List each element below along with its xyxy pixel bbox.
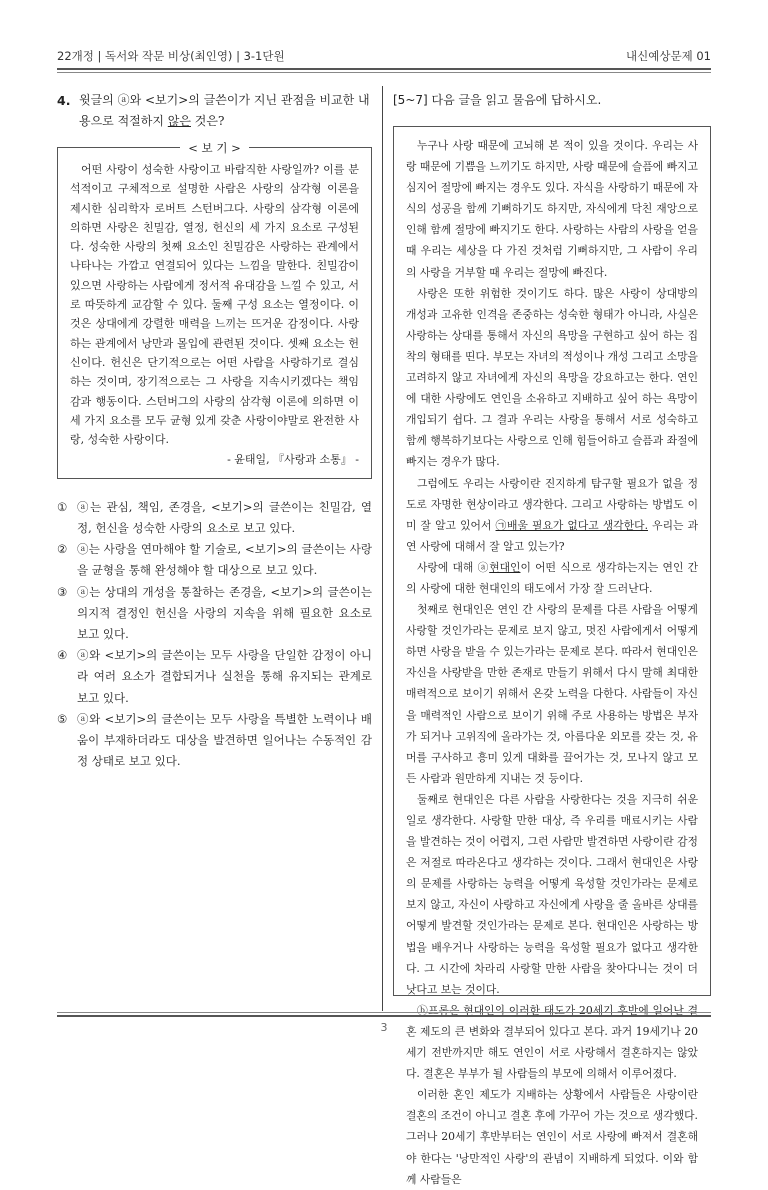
p3-text: 그럼에도 우리는 사랑이란 진지하게 탐구할 필요가 없을 정도로 자명한 현상이라고 생각한다. 그리고 사랑하는 방법도 이미 잘 알고 있어서 <box>406 476 698 532</box>
page-header <box>57 44 711 66</box>
passage-paragraph-3 <box>406 473 698 557</box>
reading-passage <box>393 126 711 1186</box>
header-rule-thin <box>57 72 711 73</box>
passage-paragraph-1: 누구나 사랑 때문에 고뇌해 본 적이 있을 것이다. 우리는 사랑 때문에 기쁨을 느끼기도 하지만, 사랑 때문에 슬픔에 빠지고 심지어 절망에 빠지는 경우도 있다. 자식을 사랑하기 때문에 자식의 성공을 함께 기뻐하기도 하지만, 자식에게 닥친 재앙으로 인해 함께 절망에 빠지기도 한다. 사랑하는 사람의 사랑을 얻을 때 우리는 세상을 다 가진 것처럼 기뻐하지만, 그 사람이 우리의 사랑을 거부할 때 우리는 절망에 빠진다. <box>406 139 698 279</box>
footer-rule <box>57 1015 711 1017</box>
choice-number: ③ <box>57 584 68 599</box>
bogi-title-text: < 보 기 > <box>180 141 248 155</box>
bogi-source: - 윤태일, 『사랑과 소통』 - <box>227 453 359 467</box>
choice-3[interactable] <box>57 582 372 646</box>
bogi-text: 어떤 사랑이 성숙한 사랑이고 바람직한 사랑일까? 이를 분석적이고 구체적으로 설명한 사람은 사랑의 삼각형 이론을 제시한 심리학자 로버트 스턴버그다. 사랑의 삼각형 이론에 의하면 사랑은 친밀감, 열정, 헌신의 세 가지 요소로 구성된다. 성숙한 사랑의 첫째 요소인 친밀감은 사랑하는 관계에서 나타나는 가깝고 연결되어 있다는 느낌을 말한다. 친밀감이 있으면 사랑하는 사람에게 정서적 유대감을 느낄 수 있고, 서로 따뜻하게 교감할 수 있다. 둘째 구성 요소는 열정이다. 이것은 상대에게 강렬한 매력을 느끼는 뜨거운 감정이다. 사랑하는 관계에서 낭만과 몰입에 관련된 것이다. 셋째 요소는 헌신이다. 헌신은 단기적으로는 어떤 사람을 사랑하기로 결심하는 것이며, 장기적으로는 그 사랑을 지속시키겠다는 책임감과 행동이다. 스턴버그의 사랑의 삼각형 이론에 의하면 이 세 가지 요소를 모두 균형 있게 갖춘 사랑이야말로 완전한 사랑, 성숙한 사랑이다. <box>70 163 359 447</box>
bogi-title <box>58 139 371 158</box>
choice-text: ⓐ는 관심, 책임, 존경을, <보기>의 글쓴이는 친밀감, 열정, 헌신을 성숙한 사랑의 요소로 보고 있다. <box>77 499 372 535</box>
underlined-fromm: 프롬 <box>428 1003 450 1017</box>
header-exam-title: 내신예상문제 01 <box>626 49 711 63</box>
footer-rule-thin <box>57 1012 711 1013</box>
answer-choices <box>57 497 372 773</box>
choice-text: ⓐ는 사랑을 연마해야 할 기술로, <보기>의 글쓴이는 사랑을 균형을 통해 완성해야 할 대상으로 보고 있다. <box>77 542 372 578</box>
question-stem-end: 것은? <box>190 114 225 128</box>
p4-text: 사랑에 대해 <box>417 560 478 574</box>
p7-text: 은 현대인의 이러한 태도가 20세기 후반에 일어난 결혼 제도의 큰 변화와 결부되어 있다고 본다. 과거 19세기나 20세기 전반까지만 해도 연인이 서로 사랑해서 결혼하지는 않았다. 결혼은 부부가 될 사람들의 부모에 의해서 이루어졌다. <box>406 1003 698 1081</box>
question-stem-part: 윗글의 ⓐ와 <보기>의 글쓴이가 지닌 관점을 비교한 내용으로 적절하지 <box>79 93 370 128</box>
column-divider <box>382 86 383 1011</box>
bogi-box <box>57 141 372 479</box>
question-stem-underlined: 않은 <box>167 114 191 128</box>
choice-number: ② <box>57 542 68 557</box>
passage-paragraph-8: 이러한 혼인 제도가 지배하는 상황에서 사람들은 사랑이란 결혼의 조건이 아니고 결혼 후에 가꾸어 가는 것으로 생각했다. 그러나 20세기 후반부터는 연인이 서로 사랑에 빠져서 결혼해야 한다는 '낭만적인 사랑'의 관념이 지배하게 되었다. 이와 함께 사람들은 <box>406 1088 698 1186</box>
question-number: 4. <box>57 93 71 108</box>
choice-number: ⑤ <box>57 711 68 726</box>
choice-text: ⓐ는 상대의 개성을 통찰하는 존경을, <보기>의 글쓴이는 의지적 결정인 헌신을 사랑의 지속을 위해 필요한 요소로 보고 있다. <box>77 584 372 641</box>
question-stem <box>79 90 372 132</box>
choice-text: ⓐ와 <보기>의 글쓴이는 모두 사랑을 특별한 노력이나 배움이 부재하더라도 대상을 발견하면 일어나는 수동적인 감정 상태로 보고 있다. <box>77 711 372 769</box>
passage-paragraph-2: 사랑은 또한 위험한 것이기도 하다. 많은 사랑이 상대방의 개성과 고유한 인격을 존중하는 성숙한 형태가 아니라, 사실은 사랑하는 상대를 통해서 자신의 욕망을 구현하고 싶어 하는 집착의 형태를 띤다. 부모는 자녀의 적성이나 개성 그리고 소망을 고려하지 않고 자녀에게 자신의 욕망을 강요하고는 한다. 연인에 대한 사랑에도 연인을 소유하고 지배하고 싶어 하는 욕망이 개입되기 쉽다. 그 결과 우리는 사랑을 통해서 서로 성숙하고 함께 행복하기보다는 사랑으로 인해 힘들어하고 슬픔과 좌절에 빠지는 경우가 많다. <box>406 286 698 469</box>
header-rule <box>57 68 711 70</box>
choice-number: ④ <box>57 648 68 663</box>
choice-1[interactable] <box>57 497 372 539</box>
question-4 <box>57 90 372 132</box>
choice-2[interactable] <box>57 539 372 581</box>
passage-paragraph-4 <box>406 557 698 599</box>
p4-text-end: 이 어떤 식으로 생각하는지는 연인 간의 사랑에 대한 현대인의 태도에서 가장 잘 드러난다. <box>406 560 699 595</box>
underlined-modern-person: 현대인 <box>489 560 521 574</box>
header-course-info: 22개정 | 독서와 작문 비상(최인영) | 3-1단원 <box>57 49 285 63</box>
choice-4[interactable] <box>57 645 372 709</box>
underlined-phrase-a <box>496 519 648 532</box>
passage-paragraph-5: 첫째로 현대인은 연인 간 사랑의 문제를 다른 사람을 어떻게 사랑할 것인가라는 문제로 보지 않고, 멋진 사람에게서 어떻게 하면 사랑을 받을 수 있는가라는 문제로 본다. 따라서 현대인은 자신을 사랑받을 만한 존재로 만들기 위해서 다시 말해 최대한 매력적으로 보이기 위해서 온갖 노력을 다한다. 사람들이 자신을 매력적인 사람으로 보이기 위해 주로 사용하는 방법은 부자가 되거나 고위직에 올라가는 것, 아름다운 외모를 갖는 것, 유머를 구사하고 흥미 있게 대화를 끌어가는 것, 모나지 않고 모든 사람과 원만하게 지내는 것 등이다. <box>406 603 698 785</box>
left-column <box>57 90 372 772</box>
p3-text-end: 우리는 과연 사랑에 대해서 잘 알고 있는가? <box>406 518 698 553</box>
choice-number: ① <box>57 499 68 514</box>
marker-a: ⓐ <box>477 560 490 574</box>
underlined-text: 배울 필요가 없다고 생각한다. <box>507 518 649 532</box>
page-number: 3 <box>380 1021 388 1034</box>
passage-instruction: [5~7] 다음 글을 읽고 물음에 답하시오. <box>393 93 602 107</box>
marker-b: ⓑ <box>417 1003 429 1017</box>
marker-giyeok: ㉠ <box>495 518 508 532</box>
passage-paragraph-6: 둘째로 현대인은 다른 사람을 사랑한다는 것을 지극히 쉬운 일로 생각한다. 사랑할 만한 대상, 즉 우리를 매료시키는 사람을 발견하는 것이 어렵지, 그런 사람만 발견하면 사랑이란 감정은 저절로 따라온다고 생각하는 것이다. 그래서 현대인은 사랑의 문제를 사랑하는 능력을 어떻게 육성할 것인가라는 문제로 보지 않고, 자신이 사랑하고 자신에게 사랑을 줄 올바른 상대를 어떻게 발견할 것인가라는 문제로 본다. 현대인은 사랑하는 방법을 배우거나 사랑하는 능력을 육성할 필요가 없다고 생각한다. 그 시간에 차라리 사랑할 만한 사람을 찾아다니는 것이 더 낫다고 보는 것이다. <box>406 792 698 996</box>
right-column <box>393 90 711 1186</box>
choice-5[interactable] <box>57 709 372 773</box>
choice-text: ⓐ와 <보기>의 글쓴이는 모두 사랑을 단일한 감정이 아니라 여러 요소가 결합되거나 실천을 통해 유지되는 관계로 보고 있다. <box>77 648 372 705</box>
